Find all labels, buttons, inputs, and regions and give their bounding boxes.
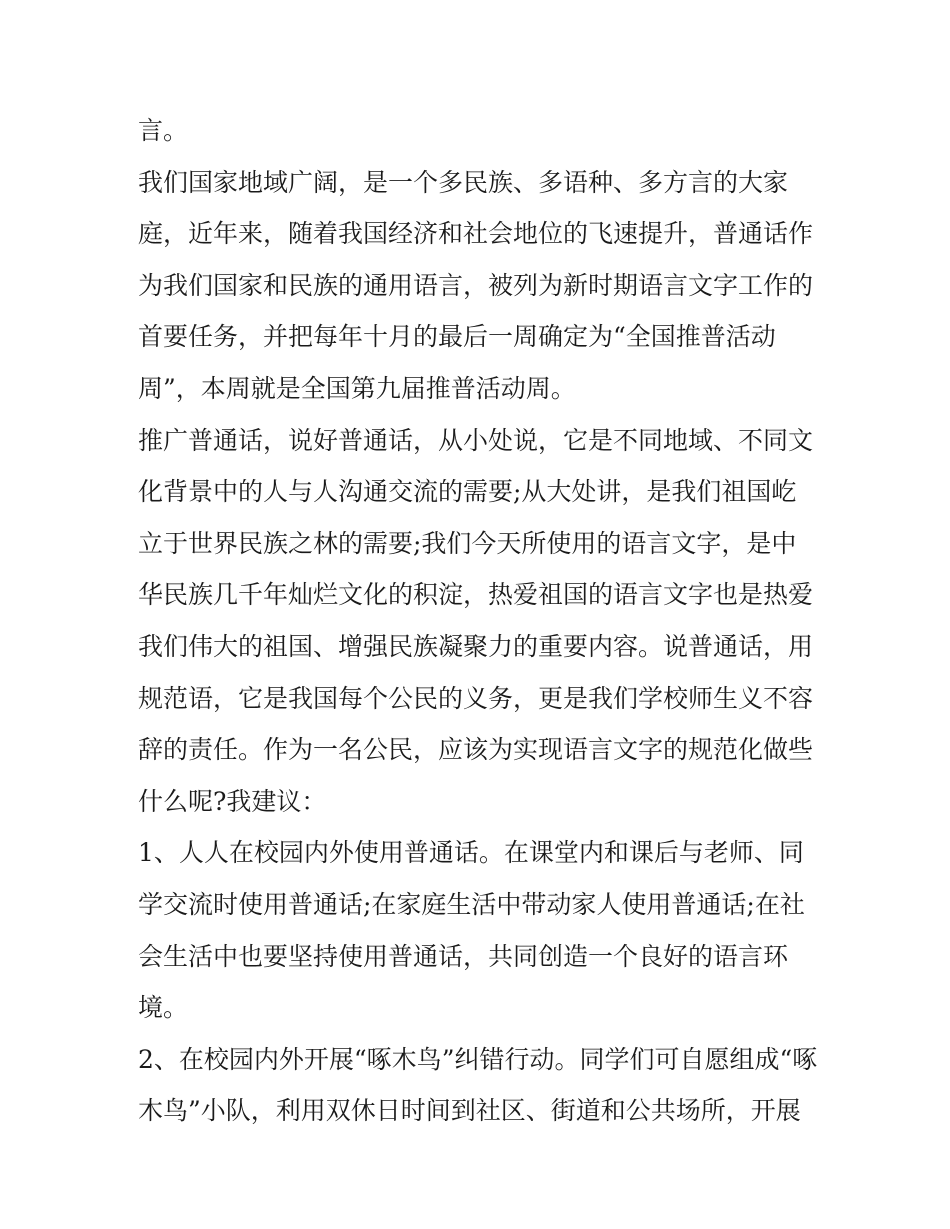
text-line: 木鸟”小队，利用双休日时间到社区、街道和公共场所，开展 <box>138 1096 801 1126</box>
text-line: 1、人人在校园内外使用普通话。在课堂内和课后与老师、同 <box>138 838 804 868</box>
text-line: 会生活中也要坚持使用普通话，共同创造一个良好的语言环 <box>138 941 789 971</box>
text-line: 什么呢?我建议： <box>138 786 327 816</box>
text-line: 学交流时使用普通话;在家庭生活中带动家人使用普通话;在社 <box>138 889 805 919</box>
text-line: 为我们国家和民族的通用语言，被列为新时期语言文字工作的 <box>138 270 814 300</box>
text-line: 境。 <box>138 993 189 1023</box>
text-line: 推广普通话，说好普通话，从小处说，它是不同地域、不同文 <box>138 425 814 455</box>
text-line: 周”，本周就是全国第九届推普活动周。 <box>138 373 576 403</box>
text-line: 言。 <box>138 116 189 145</box>
text-line: 我们国家地域广阔，是一个多民族、多语种、多方言的大家 <box>138 167 789 197</box>
text-line: 首要任务，并把每年十月的最后一周确定为“全国推普活动 <box>138 322 776 352</box>
text-line: 2、在校园内外开展“啄木鸟”纠错行动。同学们可自愿组成“啄 <box>138 1044 818 1074</box>
text-line: 化背景中的人与人沟通交流的需要;从大处讲，是我们祖国屹 <box>138 477 797 507</box>
text-line: 规范语，它是我国每个公民的义务，更是我们学校师生义不容 <box>138 683 814 713</box>
text-line: 庭，近年来，随着我国经济和社会地位的飞速提升，普通话作 <box>138 219 814 249</box>
text-line: 立于世界民族之林的需要;我们今天所使用的语言文字，是中 <box>138 528 797 558</box>
document-body <box>138 105 818 1137</box>
text-line: 辞的责任。作为一名公民，应该为实现语言文字的规范化做些 <box>138 735 814 765</box>
text-line: 我们伟大的祖国、增强民族凝聚力的重要内容。说普通话，用 <box>138 631 814 661</box>
text-line: 华民族几千年灿烂文化的积淀，热爱祖国的语言文字也是热爱 <box>138 580 814 610</box>
